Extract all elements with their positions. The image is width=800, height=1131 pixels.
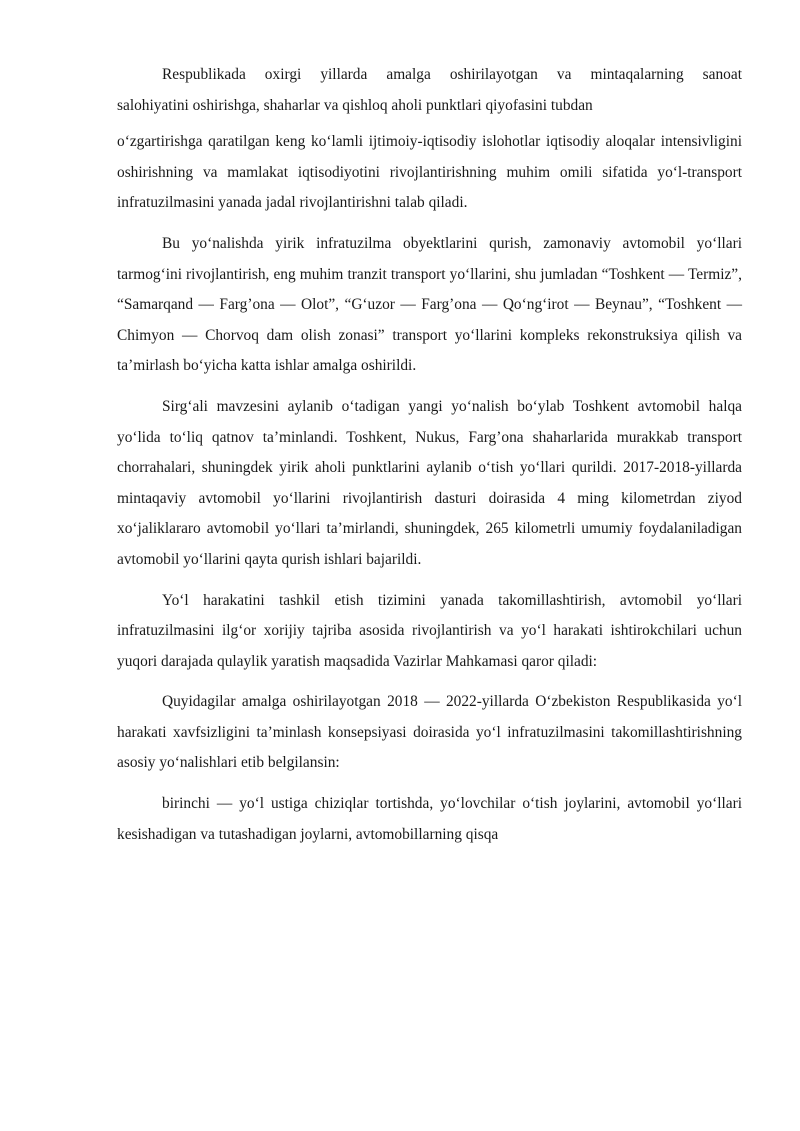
paragraph-4: Yo‘l harakatini tashkil etish tizimini yanada takomillashtirish, avtomobil yo‘llari infratuzilmasini ilg‘or xorijiy tajriba asosida rivojlantirish va yo‘l harakati ishtirokchilari uchun yuqori darajada qulaylik yaratish maqsadida Vazirlar Mahkamasi qaror qiladi: xyxy=(117,591,742,670)
paragraph-2: Bu yo‘nalishda yirik infratuzilma obyektlarini qurish, zamonaviy avtomobil yo‘llari tarmog‘ini rivojlantirish, eng muhim tranzit transport yo‘llarini, shu jumladan “Toshkent — Termiz”, “Samarqand — Farg’ona — Olot”, “G‘uzor — Farg’ona — Qo‘ng‘irot — Beynau”, “Toshkent — Chimyon — Chorvoq dam olish zonasi” transport yo‘llarini kompleks rekonstruksiya qilish va ta’mirlash bo‘yicha katta ishlar amalga oshirildi. xyxy=(117,234,742,375)
paragraph-1-line-1: Respublikada oxirgi yillarda amalga oshirilayotgan va mintaqalarning sanoat xyxy=(162,66,742,83)
paragraph-1-rest: o‘zgartirishga qaratilgan keng ko‘lamli ijtimoiy-iqtisodiy islohotlar iqtisodiy aloqalar intensivligini oshirishning va mamlakat iqtisodiyotini rivojlantirishning muhim omili sifatida yo‘l-transport infratuzilmasini yanada jadal rivojlantirishni talab qiladi. xyxy=(117,133,742,212)
paragraph-5: Quyidagilar amalga oshirilayotgan 2018 — 2022-yillarda O‘zbekiston Respublikasida yo‘l harakati xavfsizligini ta’minlash konsepsiyasi doirasida yo‘l infratuzilmasini takomillashtirishning asosiy yo‘nalishlari etib belgilansin: xyxy=(117,693,742,772)
document-page xyxy=(117,60,742,850)
paragraph-1-line-2: salohiyatini oshirishga, shaharlar va qishloq aholi punktlari qiyofasini tubdan xyxy=(117,96,593,114)
paragraph-3: Sirg‘ali mavzesini aylanib o‘tadigan yangi yo‘nalish bo‘ylab Toshkent avtomobil halqa yo‘lida to‘liq qatnov ta’minlandi. Toshkent, Nukus, Farg’ona shaharlarida murakkab transport chorrahalari, shuningdek yirik aholi punktlarini aylanib o‘tish yo‘llari qurildi. 2017-2018-yillarda mintaqaviy avtomobil yo‘llarini rivojlantirish dasturi doirasida 4 ming kilometrdan ziyod xo‘jaliklararo avtomobil yo‘llari ta’mirlandi, shuningdek, 265 kilometrli umumiy foydalaniladigan avtomobil yo‘llarini qayta qurish ishlari bajarildi. xyxy=(117,397,742,568)
paragraph-6: birinchi — yo‘l ustiga chiziqlar tortishda, yo‘lovchilar o‘tish joylarini, avtomobil yo‘llari kesishadigan va tutashadigan joylarni, avtomobillarning qisqa xyxy=(117,795,742,843)
